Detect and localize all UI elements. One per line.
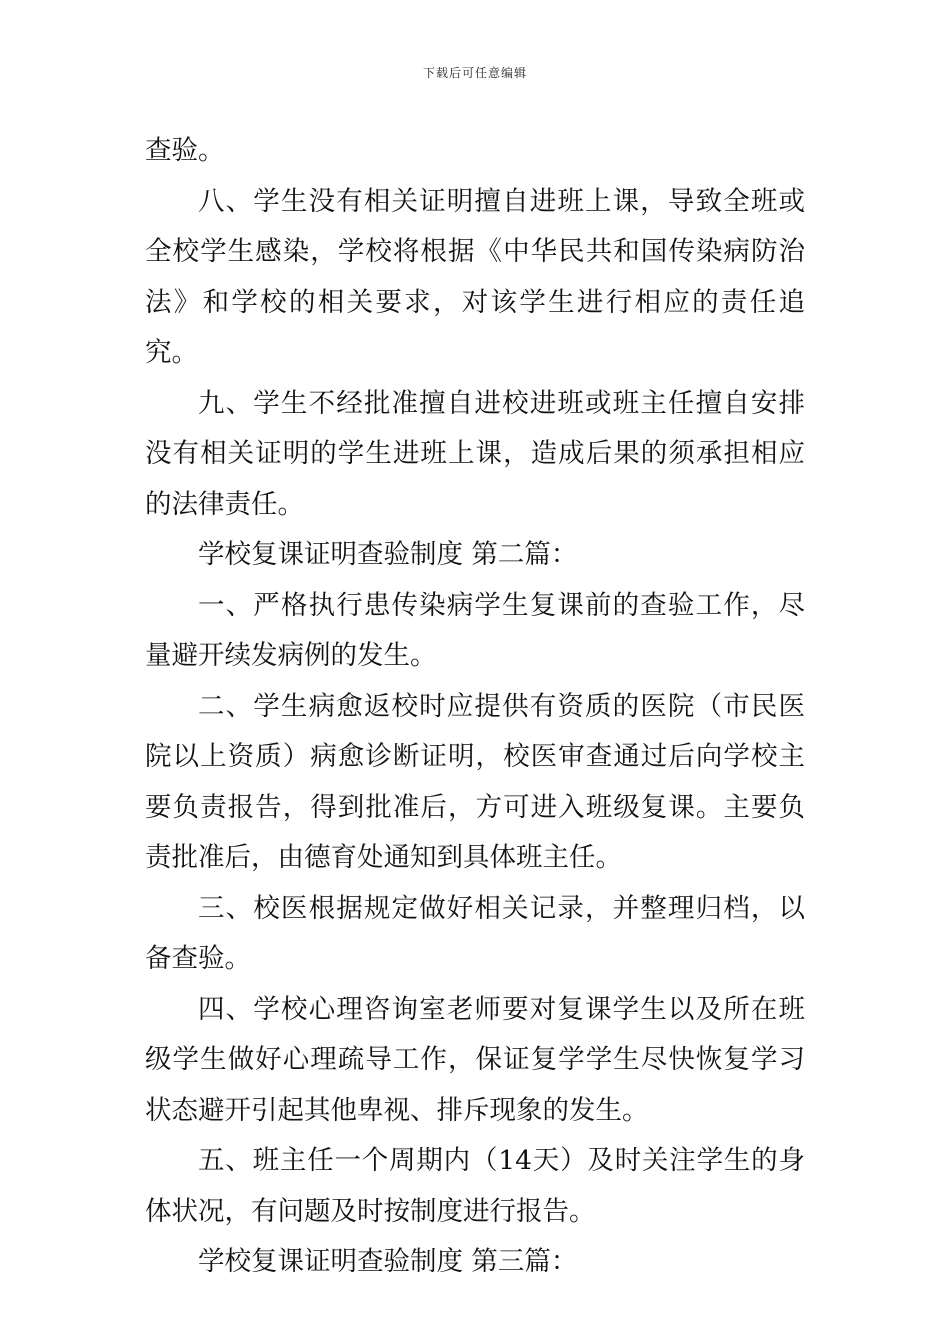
paragraph-item-8: 八、学生没有相关证明擅自进班上课，导致全班或全校学生感染，学校将根据《中华民共和国传染病防治法》和学校的相关要求，对该学生进行相应的责任追究。 [145,185,805,368]
section-heading-part-3: 学校复课证明查验制度 第三篇： [198,1246,578,1277]
section-heading-part-2: 学校复课证明查验制度 第二篇： [198,539,578,570]
paragraph-item-5: 五、班主任一个周期内（14天）及时关注学生的身体状况，有问题及时按制度进行报告。 [145,1145,805,1227]
document-body [145,126,805,1288]
paragraph-item-1: 一、严格执行患传染病学生复课前的查验工作，尽量避开续发病例的发生。 [145,589,805,671]
paragraph-continuation: 查验。 [145,135,225,166]
paragraph-item-4: 四、学校心理咨询室老师要对复课学生以及所在班级学生做好心理疏导工作，保证复学学生尽快恢复学习状态避开引起其他卑视、排斥现象的发生。 [145,993,805,1126]
paragraph-item-9: 九、学生不经批准擅自进校进班或班主任擅自安排没有相关证明的学生进班上课，造成后果的须承担相应的法律责任。 [145,387,805,520]
paragraph-item-2: 二、学生病愈返校时应提供有资质的医院（市民医院以上资质）病愈诊断证明，校医审查通过后向学校主要负责报告，得到批准后，方可进入班级复课。主要负责批准后，由德育处通知到具体班主任。 [145,690,805,873]
page-header-note: 下载后可任意编辑 [422,66,527,80]
paragraph-item-3: 三、校医根据规定做好相关记录，并整理归档，以备查验。 [145,892,805,974]
